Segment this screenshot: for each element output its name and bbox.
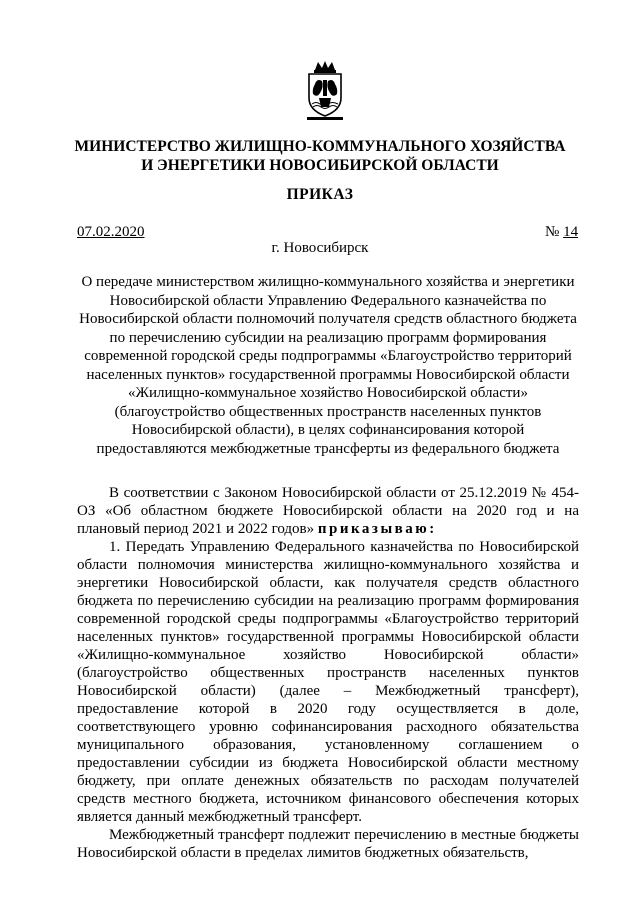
- document-type: ПРИКАЗ: [286, 186, 354, 203]
- ministry-name-line1: МИНИСТЕРСТВО ЖИЛИЩНО-КОММУНАЛЬНОГО ХОЗЯЙСТВА: [74, 138, 566, 155]
- document-date: 07.02.2020: [77, 224, 145, 240]
- city: г. Новосибирск: [271, 240, 369, 256]
- ministry-name: [60, 137, 580, 175]
- order-subject: О передаче министерством жилищно-коммунального хозяйства и энергетики Новосибирской области Управлению Федерального казначейства по Новосибирской области полномочий получателя средств областного бюджета по перечислению субсидии на реализацию программ формирования современной городской среды подпрограммы «Благоустройство территорий населенных пунктов» государственной программы Новосибирской области «Жилищно-коммунальное хозяйство Новосибирской области» (благоустройство общественных пространств населенных пунктов Новосибирской области), в целях софинансирования которой предоставляются межбюджетные трансферты из федерального бюджета: [79, 274, 577, 457]
- number-sign: №: [545, 224, 560, 240]
- intro-paragraph: [77, 484, 579, 538]
- document-number: [545, 224, 578, 241]
- paragraph-2: Межбюджетный трансферт подлежит перечислению в местные бюджеты Новосибирской области в пределах лимитов бюджетных обязательств,: [77, 827, 579, 861]
- intro-text: В соответствии с Законом Новосибирской области от 25.12.2019 № 454-ОЗ «Об областном бюджете Новосибирской области на 2020 год и на плановый период 2021 и 2022 годов»: [77, 485, 579, 537]
- number-value: 14: [563, 224, 579, 240]
- item-1-paragraph: 1. Передать Управлению Федерального казначейства по Новосибирской области полномочия министерства жилищно-коммунального хозяйства и энергетики Новосибирской области, как получателя средств областного бюджета по перечислению субсидии на реализацию программ формирования современной городской среды подпрограммы «Благоустройство территорий населенных пунктов» государственной программы Новосибирской области «Жилищно-коммунальное хозяйство Новосибирской области» (благоустройство общественных пространств населенных пунктов Новосибирской области) (далее – Межбюджетный трансферт), предоставление которой в 2020 году осуществляется в доле, соответствующего уровню софинансирования расходного обязательства муниципального образования, установленному соглашением о предоставлении субсидии из бюджета Новосибирской области местному бюджету, при оплате денежных обязательств по расходам получателей средств местного бюджета, источником финансового обеспечения которых является данный межбюджетный трансферт.: [77, 539, 579, 825]
- coat-of-arms-icon: [303, 60, 347, 122]
- order-word: приказываю:: [317, 521, 437, 537]
- ministry-name-line2: И ЭНЕРГЕТИКИ НОВОСИБИРСКОЙ ОБЛАСТИ: [141, 157, 499, 174]
- order-body: [77, 484, 579, 862]
